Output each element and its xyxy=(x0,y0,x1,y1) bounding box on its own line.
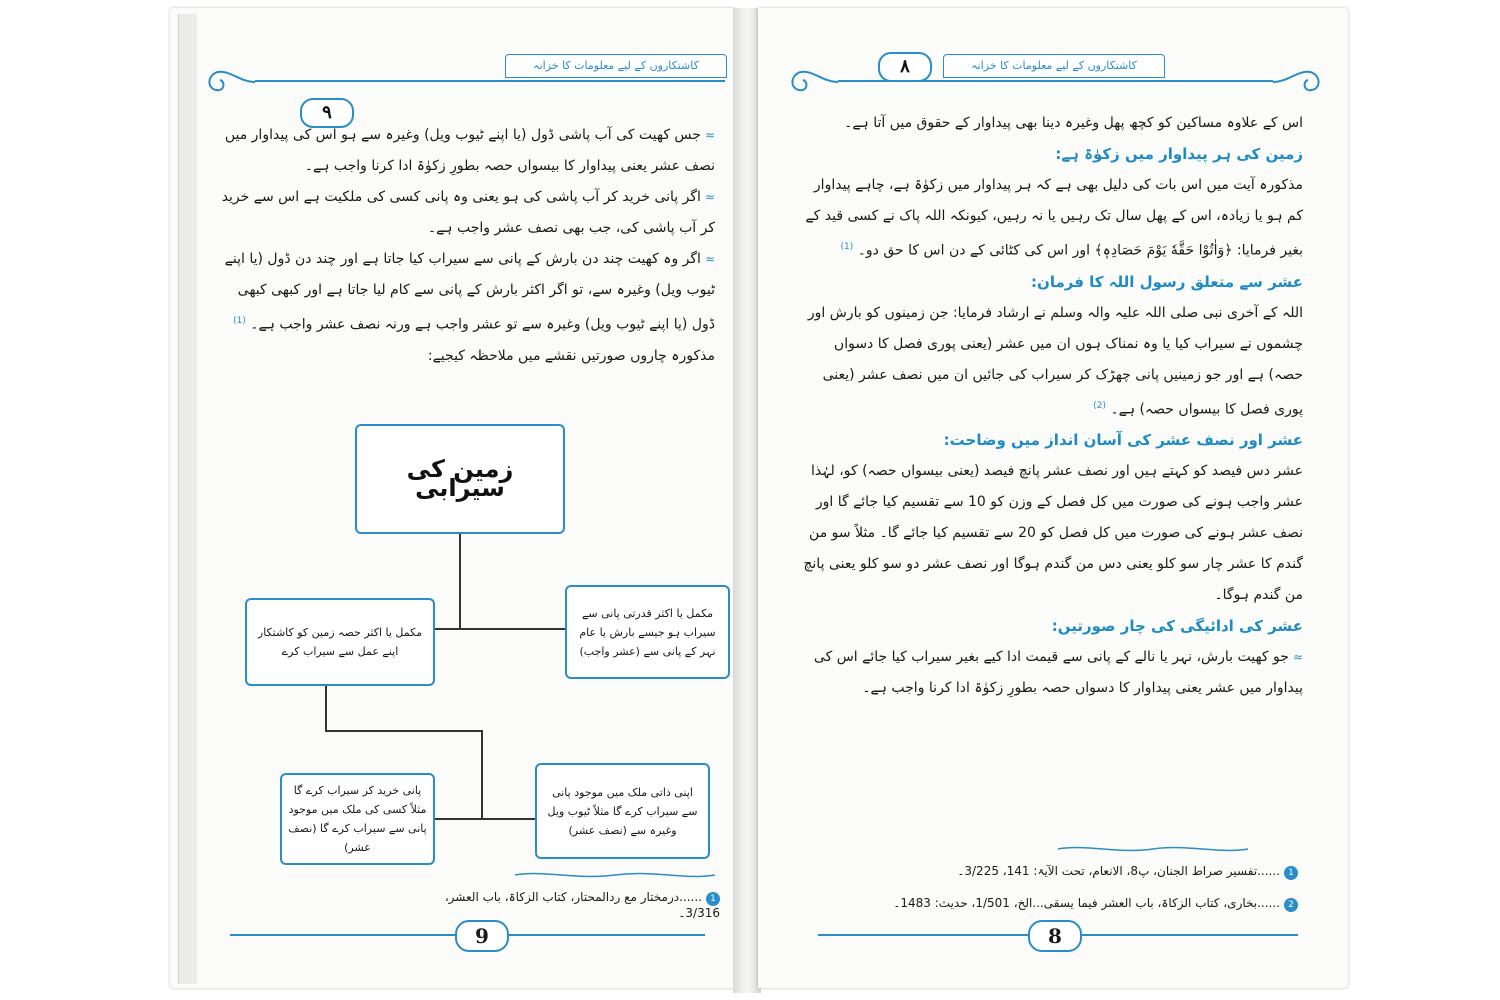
diagram-connector xyxy=(435,818,535,820)
right-page-header xyxy=(783,48,1328,108)
bullet-icon: ≈ xyxy=(1292,650,1303,665)
header-rule xyxy=(255,80,725,82)
diagram-connector xyxy=(459,534,461,628)
footnote-text: ......تفسیر صراط الجنان، پ8، الانعام، تحت الآیۃ: 141، 3/225۔ xyxy=(957,864,1280,878)
footnote-number: 1 xyxy=(706,892,720,906)
running-title: کاشتکاروں کے لیے معلومات کا خزانہ xyxy=(943,54,1165,78)
ornament-swirl-icon xyxy=(200,60,260,100)
ornament-divider-icon xyxy=(1058,844,1248,854)
paragraph: ≈جس کھیت کی آب پاشی ڈول (یا اپنے ٹیوب ویل) وغیرہ سے ہو اس کی پیداوار میں نصف عشر یعنی پیداوار کا بیسواں حصہ بطورِ زکوٰۃ ادا کرنا واجب ہے۔ xyxy=(224,127,715,174)
right-page-footer xyxy=(778,918,1323,958)
diagram-connector xyxy=(325,686,327,731)
page-edge xyxy=(178,14,197,984)
ornament-swirl-icon xyxy=(783,60,843,100)
paragraph: مذکورہ آیت میں اس بات کی دلیل بھی ہے کہ ہر پیداوار میں زکوٰۃ ہے، چاہے پیداوار کم ہو یا زیادہ، اس کے پھل سال تک رہیں یا نہ رہیں، کیونکہ اللہ پاک نے کسی قید کے بغیر فرمایا: ﴿وَاٰتُوْا حَقَّهٗ یَوْمَ حَصَادِهٖ﴾ اور اس کی کٹائی کے دن اس کا حق دو۔ $^{(1)}$ xyxy=(805,177,1303,259)
section-heading: عشر اور نصف عشر کی آسان انداز میں وضاحت: xyxy=(943,431,1303,450)
footnote-text: ......بخاری، کتاب الزکاۃ، باب العشر فیما یسقی...الخ، 1/501، حدیث: 1483۔ xyxy=(893,896,1280,910)
ornament-swirl-icon xyxy=(1268,60,1328,100)
footnote-text: ......درمختار مع ردالمحتار، کتاب الزکاۃ، باب العشر، 3/316۔ xyxy=(444,890,720,920)
footer-page-number: 9 xyxy=(455,920,509,952)
right-page-body xyxy=(803,108,1303,704)
left-page xyxy=(170,8,735,988)
diagram-connector xyxy=(481,730,483,820)
ornament-divider-icon xyxy=(515,870,715,880)
diagram-branch-right: مکمل یا اکثر قدرتی پانی سے سیراب ہو جیسے بارش یا عام نہر کے پانی سے (عشر واجب) xyxy=(565,585,730,679)
left-page-body xyxy=(220,120,715,372)
bullet-icon: ≈ xyxy=(704,190,715,204)
paragraph: ≈جو کھیت بارش، نہر یا نالے کے پانی سے قیمت ادا کیے بغیر سیراب کیا جائے اس کی پیداوار میں عشر یعنی پیداوار کا دسواں حصہ بطورِ زکوٰۃ ادا کرنا واجب ہے۔ xyxy=(813,649,1303,697)
diagram-root-box: زمین کی سیرابی xyxy=(355,424,565,534)
diagram-leaf-right: اپنی ذاتی ملک میں موجود پانی سے سیراب کرے گا مثلاً ٹیوب ویل وغیرہ سے (نصف عشر) xyxy=(535,763,710,859)
diagram-branch-left: مکمل یا اکثر حصہ زمین کو کاشتکار اپنے عمل سے سیراب کرے xyxy=(245,598,435,686)
diagram-connector xyxy=(325,730,482,732)
paragraph: اللہ کے آخری نبی صلی اللہ علیہ والہ وسلم نے ارشاد فرمایا: جن زمینوں کو بارش اور چشموں نے سیراب کیا یا وہ نمناک ہوں ان میں عشر (یعنی پوری فصل کا دسواں حصہ) ہے اور جو زمینیں پانی چھڑک کر سیراب کی جائیں ان میں نصف عشر (یعنی پوری فصل کا بیسواں حصہ) ہے۔ $^{(2)}$ xyxy=(807,304,1303,418)
footnote-number: 2 xyxy=(1284,898,1298,912)
section-heading: عشر کی ادائیگی کی چار صورتیں: xyxy=(1051,617,1303,636)
footnote xyxy=(858,896,1298,912)
footnote-marker: (1) xyxy=(233,316,246,326)
diagram-leaf-left: پانی خرید کر سیراب کرے گا مثلاً کسی کی ملک میں موجود پانی سے سیراب کرے گا (نصف عشر) xyxy=(280,773,435,865)
paragraph: ≈اگر پانی خرید کر آب پاشی کی ہو یعنی وہ پانی کسی کی ملکیت ہے اس سے خرید کر آب پاشی کی، جب بھی نصف عشر واجب ہے۔ xyxy=(221,189,715,236)
header-page-number: ٨ xyxy=(878,52,932,82)
bullet-icon: ≈ xyxy=(704,252,715,266)
running-title: کاشتکاروں کے لیے معلومات کا خزانہ xyxy=(505,54,727,78)
open-booklet xyxy=(148,8,1360,993)
paragraph: مذکورہ چاروں صورتیں نقشے میں ملاحظہ کیجیے: xyxy=(427,347,715,364)
section-heading: عشر سے متعلق رسول اللہ کا فرمان: xyxy=(1031,272,1303,291)
footnote-marker: (1) xyxy=(840,242,854,252)
bullet-icon: ≈ xyxy=(704,128,715,142)
footer-page-number: 8 xyxy=(1028,920,1082,952)
right-page xyxy=(758,8,1348,988)
left-page-footer xyxy=(210,918,725,958)
left-page-header xyxy=(200,48,725,123)
paragraph: اس کے علاوہ مساکین کو کچھ پھل وغیرہ دینا بھی پیداوار کے حقوق میں آتا ہے۔ xyxy=(844,115,1303,131)
footnote xyxy=(420,890,720,920)
header-page-number: ٩ xyxy=(300,98,354,128)
footnote xyxy=(858,864,1298,880)
footnote-marker: (2) xyxy=(1093,400,1106,411)
footnote-number: 1 xyxy=(1284,866,1298,880)
section-heading: زمین کی ہر پیداوار میں زکوٰۃ ہے: xyxy=(1055,145,1303,163)
paragraph: عشر دس فیصد کو کہتے ہیں اور نصف عشر پانچ فیصد (یعنی بیسواں حصہ) کو، لہٰذا عشر واجب ہونے کی صورت میں کل فصل کے وزن کو 10 سے تقسیم کیا جائے گا اور نصف عشر ہونے کی صورت میں کل فصل کو 20 سے تقسیم کیا جائے گا۔ مثلاً سو من گندم کا عشر چار سو کلو یعنی دس من گندم ہوگا اور نصف عشر دو سو کلو یعنی پانچ من گندم ہوگا۔ xyxy=(803,463,1303,604)
book-gutter xyxy=(733,8,761,993)
paragraph: ≈اگر وہ کھیت چند دن بارش کے پانی سے سیراب کیا جاتا ہے اور چند دن ڈول (یا اپنے ٹیوب ویل) وغیرہ سے، تو اگر اکثر بارش کے پانی سے کام لیا جاتا ہے اور کبھی کبھی ڈول (یا اپنے ٹیوب ویل) وغیرہ سے تو عشر واجب ہے ورنہ نصف عشر واجب ہے۔ $^{(1)}$ xyxy=(224,251,715,333)
